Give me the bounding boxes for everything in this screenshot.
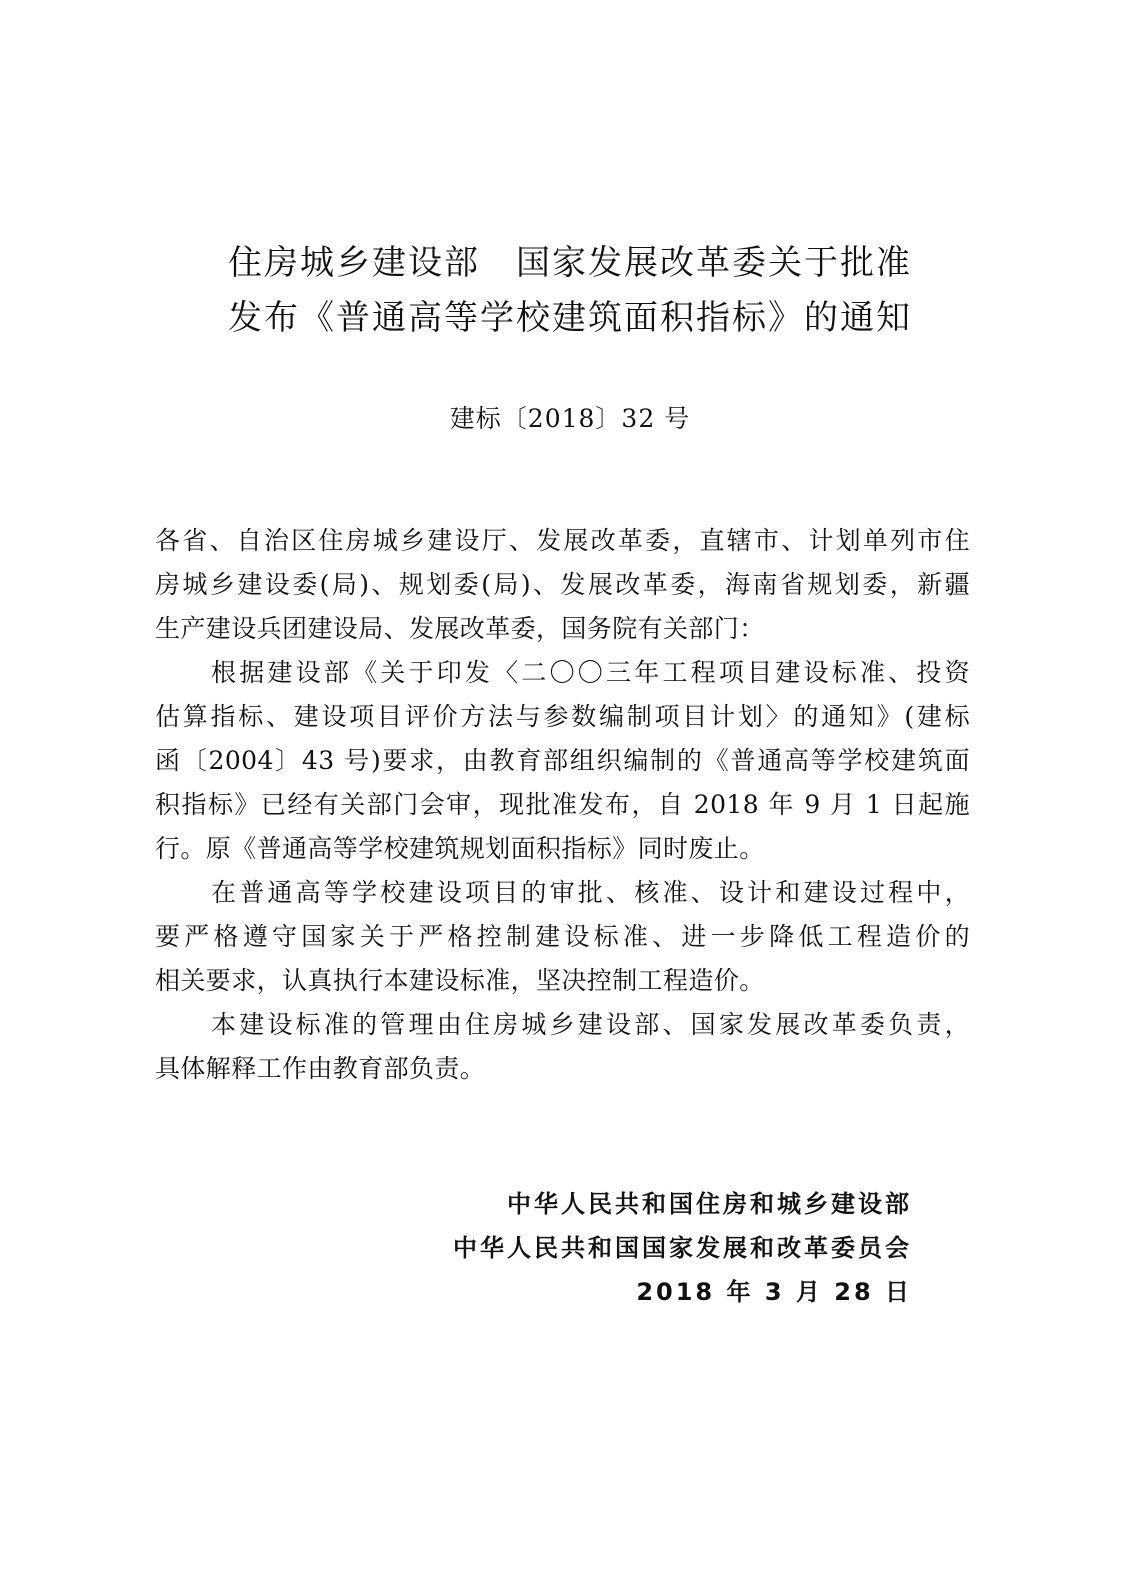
body-line: 估算指标、建设项目评价方法与参数编制项目计划〉的通知》(建标	[155, 702, 970, 731]
issuer-ministry-housing: 中华人民共和国住房和城乡建设部	[507, 1190, 912, 1218]
body-line: 本建设标准的管理由住房城乡建设部、国家发展改革委负责，	[211, 1010, 970, 1039]
body-line: 生产建设兵团建设局、发展改革委，国务院有关部门：	[155, 614, 765, 643]
document-title-line-2: 发布《普通高等学校建筑面积指标》的通知	[228, 298, 912, 338]
signature-block	[453, 1182, 912, 1314]
body-line: 函〔2004〕43 号)要求，由教育部组织编制的《普通高等学校建筑面	[155, 746, 970, 775]
body-line: 相关要求，认真执行本建设标准，坚决控制工程造价。	[155, 966, 765, 995]
body-line: 根据建设部《关于印发〈二〇〇三年工程项目建设标准、投资	[211, 658, 970, 687]
body-line: 行。原《普通高等学校建筑规划面积指标》同时废止。	[155, 834, 765, 863]
body-line: 房城乡建设委(局)、规划委(局)、发展改革委，海南省规划委，新疆	[155, 570, 970, 599]
body-line: 具体解释工作由教育部负责。	[155, 1054, 486, 1083]
body-line: 积指标》已经有关部门会审，现批准发布，自 2018 年 9 月 1 日起施	[155, 790, 970, 819]
notice-body	[155, 519, 970, 1091]
body-line: 要严格遵守国家关于严格控制建设标准、进一步降低工程造价的	[155, 922, 970, 951]
body-line: 在普通高等学校建设项目的审批、核准、设计和建设过程中，	[211, 878, 970, 907]
issue-date: 2018 年 3 月 28 日	[636, 1278, 912, 1306]
document-number: 建标〔2018〕32 号	[449, 404, 691, 433]
issuer-ndrc: 中华人民共和国国家发展和改革委员会	[453, 1234, 912, 1262]
document-title-line-1: 住房城乡建设部 国家发展改革委关于批准	[228, 243, 912, 283]
body-line: 各省、自治区住房城乡建设厅、发展改革委，直辖市、计划单列市住	[155, 526, 970, 555]
